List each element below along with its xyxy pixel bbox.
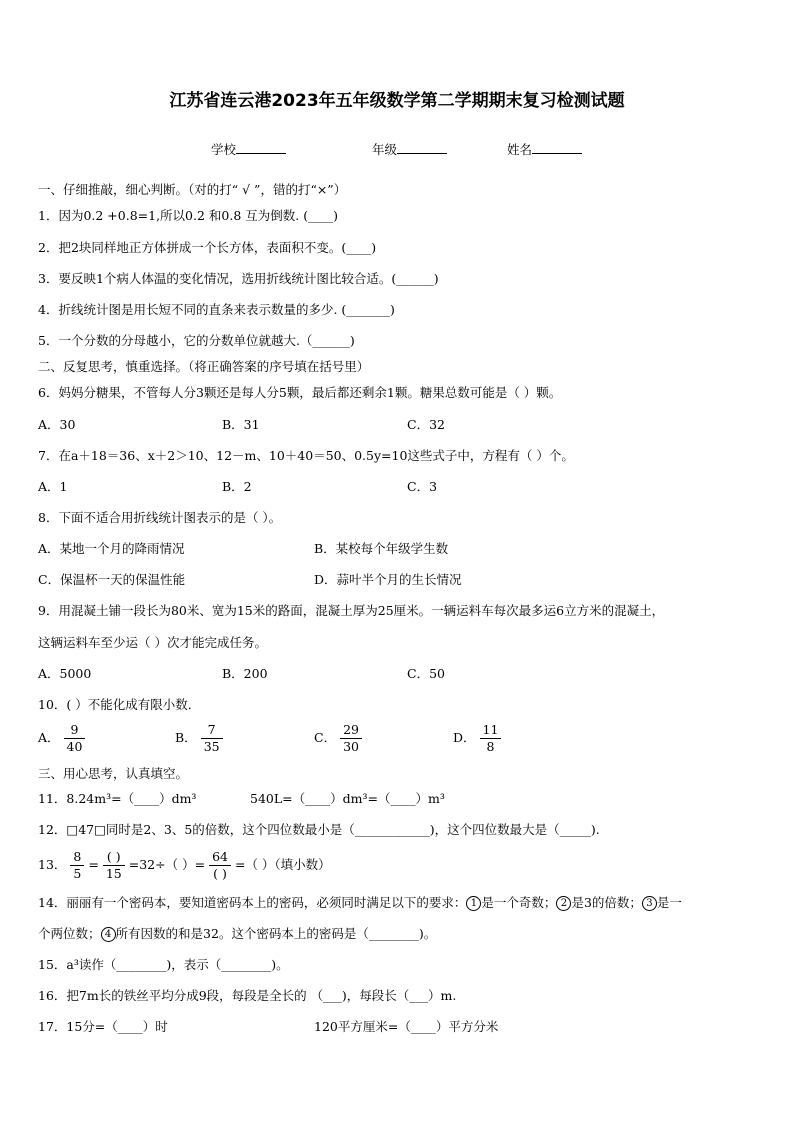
- circled-number: 2: [556, 896, 571, 911]
- q10-option-c-label: C．: [314, 730, 337, 745]
- page-title: 江苏省连云港2023年五年级数学第二学期期末复习检测试题: [169, 91, 625, 111]
- question-8: 8．下面不适合用折线统计图表示的是（ ）。: [38, 510, 282, 525]
- q10-option-c[interactable]: [314, 722, 366, 755]
- q10-option-d[interactable]: [453, 722, 505, 755]
- q8-option-b[interactable]: B．某校每个年级学生数: [314, 541, 449, 556]
- school-blank[interactable]: [236, 140, 286, 154]
- school-label: 学校: [211, 142, 237, 157]
- denominator: 40: [66, 739, 83, 754]
- fraction: [64, 722, 86, 755]
- question-5: 5．一个分数的分母越小，它的分数单位就越大.（______): [38, 333, 355, 348]
- q7-option-c[interactable]: C．3: [407, 479, 438, 494]
- q13-mid: =32÷（ ）=: [128, 857, 206, 872]
- q14-text: 是3的倍数；: [571, 895, 642, 910]
- q14-text: 是一: [656, 895, 682, 910]
- q14-text: 个两位数；: [38, 926, 101, 941]
- name-field: [507, 140, 582, 158]
- fraction: [103, 849, 125, 882]
- question-1: 1．因为0.2 +0.8=1,所以0.2 和0.8 互为倒数. (____): [38, 208, 338, 223]
- q6-option-a[interactable]: A．30: [38, 417, 76, 432]
- numerator: 8: [70, 849, 84, 866]
- circled-number: 4: [101, 927, 116, 942]
- question-15: 15．a³读作（________)，表示（________)。: [38, 957, 289, 972]
- q10-option-d-label: D．: [453, 730, 476, 745]
- q14-text: 所有因数的和是32。这个密码本上的密码是（________)。: [115, 926, 437, 941]
- grade-field: [372, 140, 447, 158]
- denominator: 35: [203, 739, 220, 754]
- section-1-heading: 一、仔细推敲，细心判断。（对的打“ √ ”，错的打“×”）: [38, 182, 347, 197]
- q10-option-b[interactable]: [175, 722, 227, 755]
- question-17-part-2: 120平方厘米=（____）平方分米: [314, 1019, 499, 1034]
- numerator: 7: [201, 722, 223, 739]
- numerator: 11: [480, 722, 502, 739]
- q10-option-b-label: B．: [175, 730, 197, 745]
- q10-option-a[interactable]: [38, 722, 89, 755]
- question-2: 2．把2块同样地正方体拼成一个长方体，表面积不变。(____): [38, 240, 377, 255]
- denominator: 5: [73, 866, 82, 881]
- question-14-line-2: [38, 926, 436, 942]
- section-3-heading: 三、用心思考，认真填空。: [38, 766, 189, 781]
- q13-tail: =（ ）（填小数）: [234, 857, 331, 872]
- school-field: [211, 140, 286, 158]
- name-blank[interactable]: [532, 140, 582, 154]
- q8-option-c[interactable]: C．保温杯一天的保温性能: [38, 572, 186, 587]
- question-3: 3．要反映1个病人体温的变化情况，选用折线统计图比较合适。(______): [38, 271, 439, 286]
- denominator-blank[interactable]: ( ): [213, 866, 227, 881]
- q10-option-a-label: A．: [38, 730, 60, 745]
- numerator: 64: [209, 849, 231, 866]
- q8-option-d[interactable]: D．蒜叶半个月的生长情况: [314, 572, 462, 587]
- q7-option-b[interactable]: B．2: [222, 479, 252, 494]
- numerator: 29: [340, 722, 362, 739]
- q14-text: 是一个奇数；: [481, 895, 557, 910]
- question-10: 10．( ）不能化成有限小数．: [38, 697, 201, 712]
- question-9-line-1: 9．用混凝土铺一段长为80米、宽为15米的路面，混凝土厚为25厘米。一辆运料车每次最多运6立方米的混凝土，: [38, 603, 665, 618]
- q7-option-a[interactable]: A．1: [38, 479, 68, 494]
- numerator-blank[interactable]: ( ): [103, 849, 125, 866]
- q6-option-b[interactable]: B．31: [222, 417, 260, 432]
- denominator: 15: [105, 866, 122, 881]
- name-label: 姓名: [507, 142, 533, 157]
- section-2-heading: 二、反复思考，慎重选择。（将正确答案的序号填在括号里）: [38, 359, 370, 374]
- q14-text: 14．丽丽有一个密码本，要知道密码本上的密码，必须同时满足以下的要求：: [38, 895, 467, 910]
- question-6: 6．妈妈分糖果，不管每人分3颗还是每人分5颗，最后都还剩余1颗。糖果总数可能是（ ）颗。: [38, 385, 562, 400]
- question-9-line-2: 这辆运料车至少运（ ）次才能完成任务。: [38, 635, 267, 650]
- circled-number: 3: [642, 896, 657, 911]
- fraction: [340, 722, 362, 755]
- question-17-part-1: 17．15分=（____）时: [38, 1019, 168, 1034]
- q6-option-c[interactable]: C．32: [407, 417, 445, 432]
- q13-label: 13．: [38, 857, 67, 872]
- q9-option-b[interactable]: B．200: [222, 666, 268, 681]
- question-7: 7．在a＋18＝36、x＋2＞10、12－m、10＋40＝50、0.5y=10这些式子中，方程有（ ）个。: [38, 448, 574, 463]
- question-14-line-1: [38, 895, 682, 911]
- fraction: [209, 849, 231, 882]
- q8-option-a[interactable]: A．某地一个月的降雨情况: [38, 541, 185, 556]
- grade-label: 年级: [372, 142, 398, 157]
- fraction: [70, 849, 84, 882]
- fraction: [201, 722, 223, 755]
- question-11-part-2: 540L=（____）dm³=（____）m³: [250, 791, 445, 806]
- grade-blank[interactable]: [397, 140, 447, 154]
- fraction: [480, 722, 502, 755]
- question-11-part-1: 11．8.24m³=（____）dm³: [38, 791, 197, 806]
- q13-eq: =: [88, 857, 99, 872]
- question-4: 4．折线统计图是用长短不同的直条来表示数量的多少. (_______): [38, 302, 395, 317]
- numerator: 9: [64, 722, 86, 739]
- denominator: 8: [486, 739, 495, 754]
- q9-option-a[interactable]: A．5000: [38, 666, 92, 681]
- question-16: 16．把7m长的铁丝平均分成9段，每段是全长的 （___)，每段长（___）m.: [38, 988, 457, 1003]
- question-12: 12．□47□同时是2、3、5的倍数，这个四位数最小是（____________)，这个四位数最大是（_____).: [38, 822, 600, 837]
- denominator: 30: [343, 739, 359, 754]
- q9-option-c[interactable]: C．50: [407, 666, 445, 681]
- question-13: [38, 848, 331, 882]
- circled-number: 1: [466, 896, 481, 911]
